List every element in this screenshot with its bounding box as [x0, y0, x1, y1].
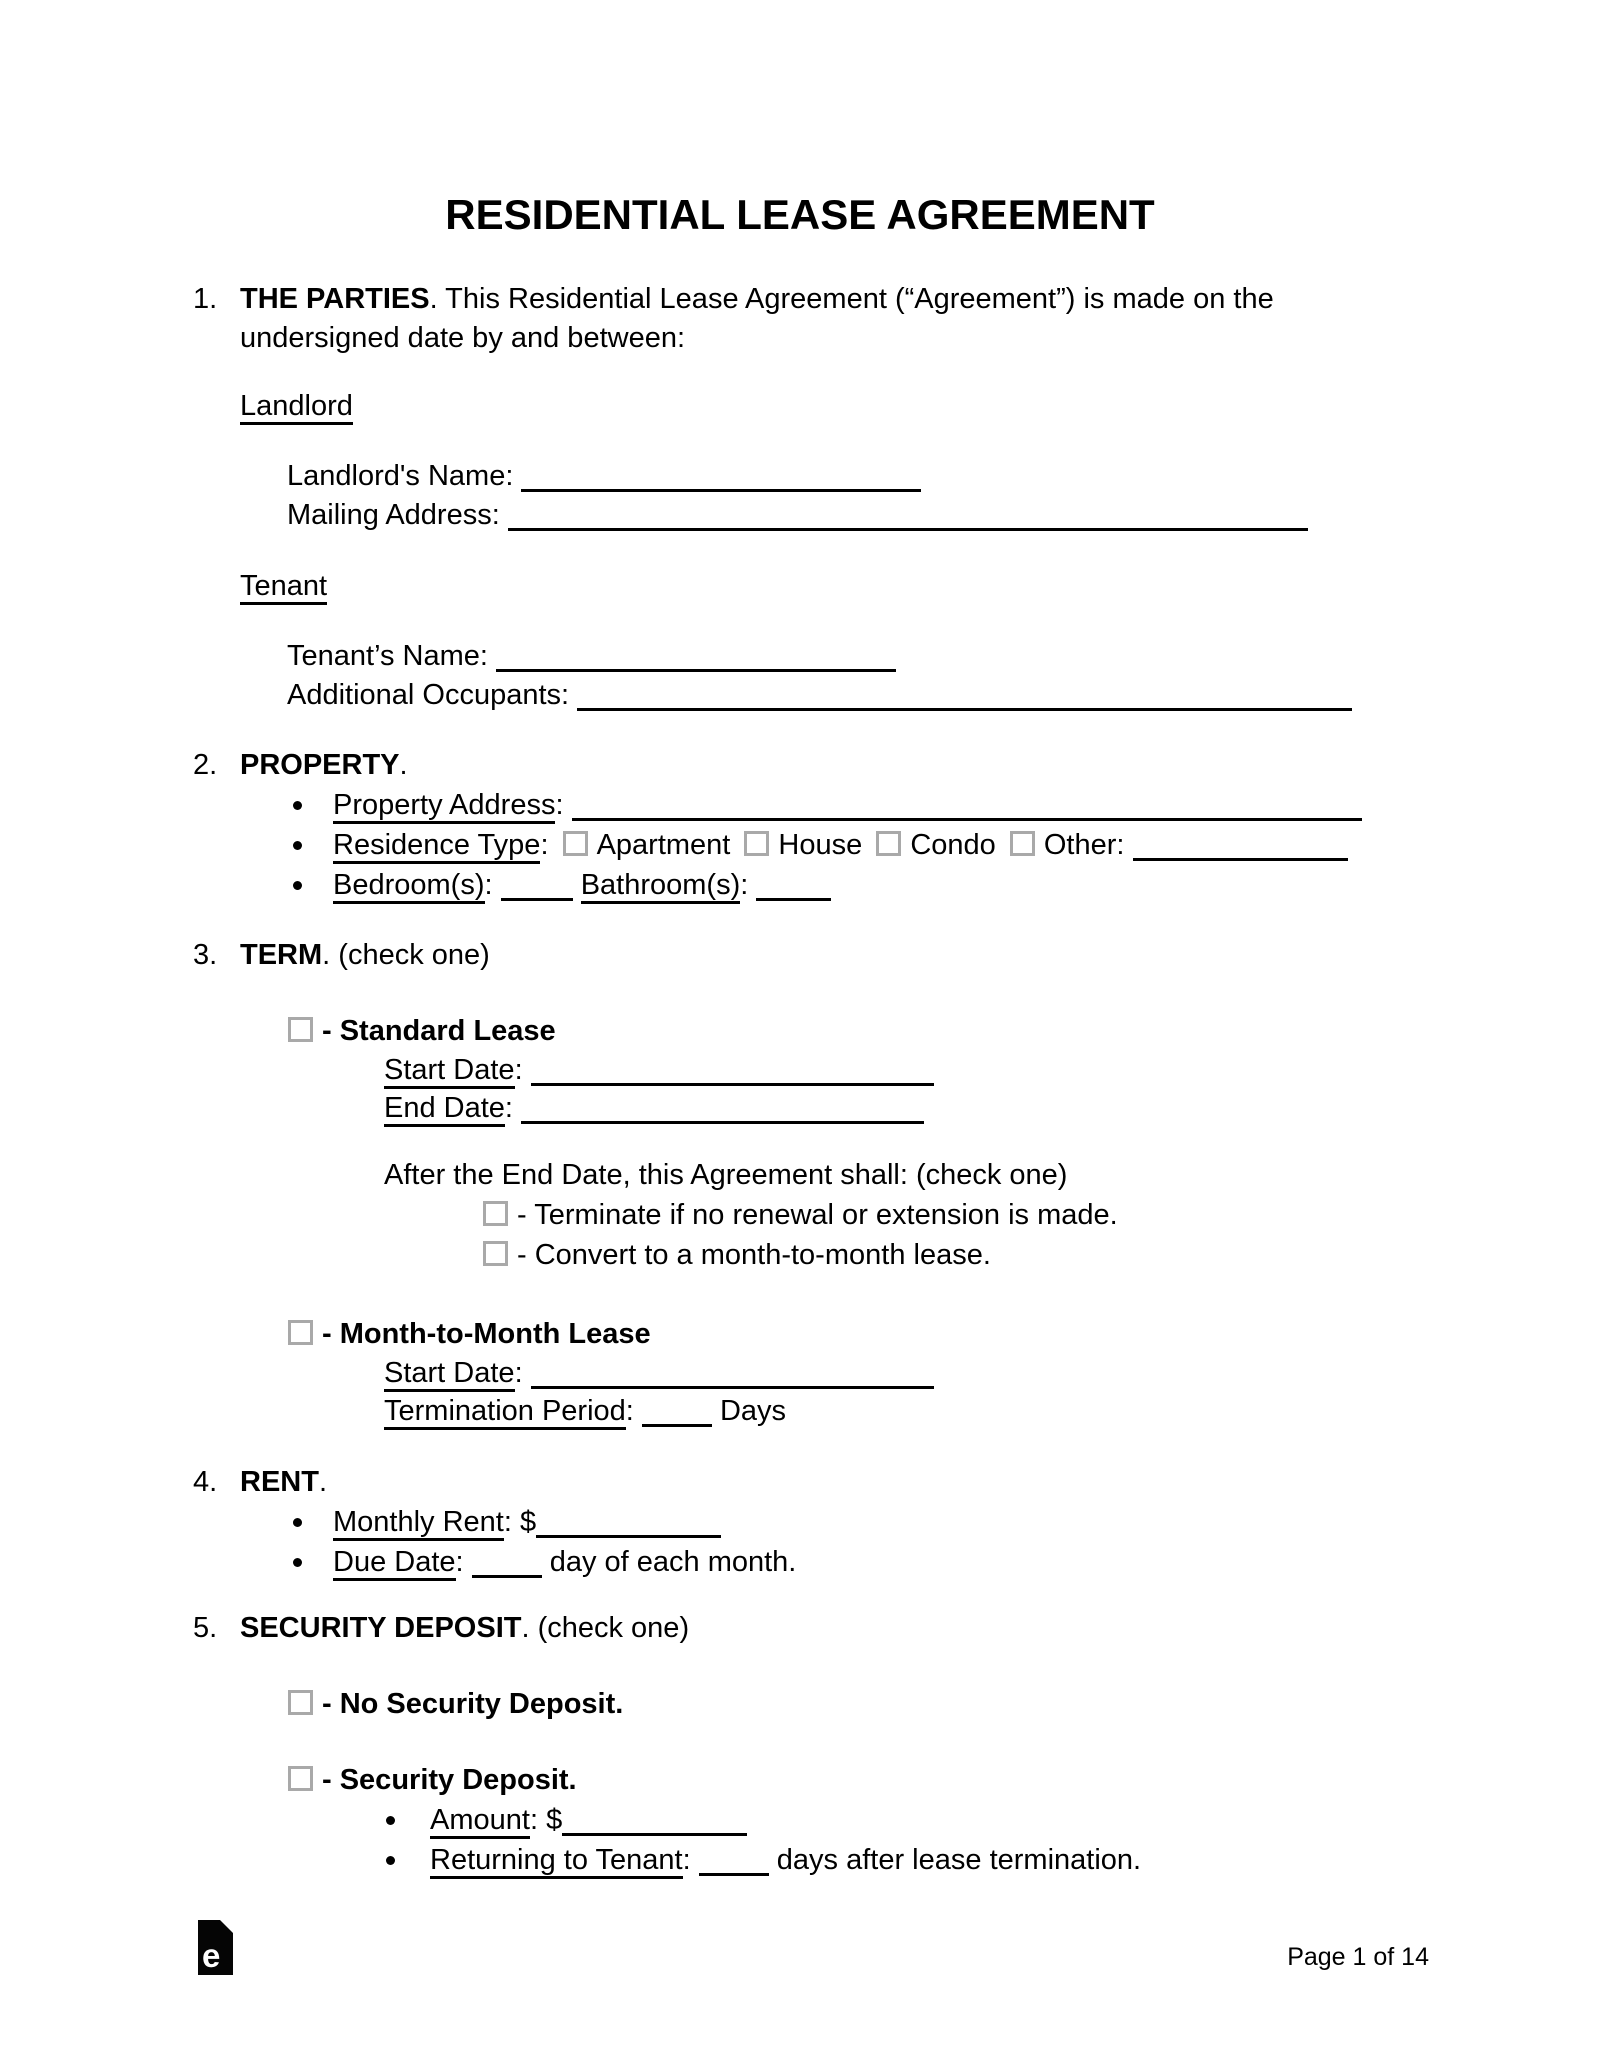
returning-suffix: days after lease termination.	[776, 1844, 1142, 1876]
colon: :	[503, 1506, 512, 1538]
monthly-rent-label: Monthly Rent	[333, 1506, 504, 1541]
section-number: 1.	[193, 283, 218, 315]
colon: :	[504, 1092, 513, 1124]
additional-occupants-row	[287, 676, 1600, 715]
month-to-month-fields	[0, 1354, 1600, 1430]
renewal-options	[0, 1195, 1600, 1275]
condo-checkbox[interactable]	[876, 831, 901, 856]
amount-label: Amount	[430, 1804, 530, 1839]
amount-blank[interactable]	[562, 1833, 747, 1836]
section-security-heading: SECURITY DEPOSIT	[240, 1612, 522, 1644]
termination-period-row	[384, 1392, 1600, 1430]
convert-option-row	[483, 1235, 1600, 1275]
m2m-start-date-row	[384, 1354, 1600, 1392]
colon: :	[682, 1844, 691, 1876]
standard-lease-row	[0, 1012, 1600, 1051]
section-rent	[0, 1463, 1600, 1502]
section-security-heading-rest: . (check one)	[521, 1612, 690, 1644]
dollar-sign: $	[519, 1506, 537, 1538]
bedrooms-label: Bedroom(s)	[333, 869, 485, 904]
property-address-blank[interactable]	[572, 818, 1362, 821]
due-date-row	[0, 1542, 1600, 1582]
start-date-row	[384, 1051, 1600, 1089]
no-security-deposit-label: - No Security Deposit.	[322, 1688, 624, 1720]
section-number: 4.	[193, 1466, 218, 1498]
section-parties	[0, 280, 1600, 358]
tenant-name-blank[interactable]	[496, 669, 896, 672]
standard-lease-label: - Standard Lease	[322, 1015, 556, 1047]
landlord-name-label: Landlord's Name:	[287, 460, 514, 492]
additional-occupants-blank[interactable]	[577, 708, 1352, 711]
section-property	[0, 746, 1600, 785]
after-end-date-row	[0, 1156, 1600, 1195]
colon: :	[514, 1054, 523, 1086]
mailing-address-blank[interactable]	[508, 528, 1308, 531]
no-security-deposit-checkbox[interactable]	[288, 1690, 313, 1715]
apartment-checkbox[interactable]	[563, 831, 588, 856]
colon: :	[625, 1395, 634, 1427]
standard-lease-checkbox[interactable]	[288, 1017, 313, 1042]
landlord-fields	[0, 457, 1600, 535]
section-rent-heading: RENT	[240, 1466, 319, 1498]
no-security-deposit-row	[0, 1685, 1600, 1724]
amount-row	[0, 1800, 1600, 1840]
security-deposit-label: - Security Deposit.	[322, 1764, 577, 1796]
m2m-start-date-label: Start Date	[384, 1357, 515, 1392]
end-date-row	[384, 1089, 1600, 1127]
security-deposit-row	[0, 1761, 1600, 1800]
other-residence-blank[interactable]	[1133, 858, 1348, 861]
month-to-month-label: - Month-to-Month Lease	[322, 1318, 651, 1350]
returning-blank[interactable]	[699, 1873, 769, 1876]
due-date-blank[interactable]	[472, 1575, 542, 1578]
colon: :	[529, 1804, 539, 1836]
bathrooms-blank[interactable]	[756, 898, 831, 901]
start-date-blank[interactable]	[531, 1083, 934, 1086]
colon: :	[455, 1546, 464, 1578]
folded-corner-icon	[220, 1920, 233, 1933]
colon: :	[555, 789, 564, 821]
section-property-heading-rest: .	[399, 749, 408, 781]
end-date-blank[interactable]	[521, 1121, 924, 1124]
due-date-suffix: day of each month.	[549, 1546, 797, 1578]
bedrooms-blank[interactable]	[501, 898, 573, 901]
tenant-heading-row	[0, 567, 1600, 606]
colon: :	[514, 1357, 523, 1389]
colon: :	[740, 869, 749, 901]
m2m-start-date-blank[interactable]	[531, 1386, 934, 1389]
bullet	[293, 1558, 302, 1567]
condo-option-label: Condo	[910, 829, 996, 861]
dollar-sign: $	[546, 1804, 563, 1836]
tenant-name-row	[287, 637, 1600, 676]
landlord-name-blank[interactable]	[521, 489, 921, 492]
page-number: Page 1 of 14	[1287, 1943, 1429, 1971]
colon: :	[1116, 829, 1125, 861]
convert-checkbox[interactable]	[483, 1241, 508, 1266]
due-date-label: Due Date	[333, 1546, 456, 1581]
standard-lease-fields	[0, 1051, 1600, 1127]
additional-occupants-label: Additional Occupants:	[287, 679, 570, 711]
other-checkbox[interactable]	[1010, 831, 1035, 856]
termination-period-label: Termination Period	[384, 1395, 626, 1430]
bullet	[293, 841, 302, 850]
eforms-logo-letter: e	[202, 1937, 221, 1974]
bullet	[293, 801, 302, 810]
document-title: RESIDENTIAL LEASE AGREEMENT	[445, 191, 1155, 238]
terminate-checkbox[interactable]	[483, 1201, 508, 1226]
section-rent-heading-rest: .	[318, 1466, 328, 1498]
section-number: 2.	[193, 749, 218, 781]
house-option-label: House	[778, 829, 863, 861]
start-date-label: Start Date	[384, 1054, 515, 1089]
eforms-logo	[198, 1920, 233, 1975]
termination-period-blank[interactable]	[642, 1424, 712, 1427]
section-term-heading: TERM	[240, 939, 323, 971]
bedrooms-bathrooms-row	[0, 865, 1600, 905]
tenant-name-label: Tenant’s Name:	[287, 640, 488, 672]
landlord-heading-row	[0, 387, 1600, 426]
returning-to-tenant-row	[0, 1840, 1600, 1880]
month-to-month-row	[0, 1315, 1600, 1354]
monthly-rent-row	[0, 1502, 1600, 1542]
property-address-row	[0, 785, 1600, 825]
terminate-option-row	[483, 1195, 1600, 1235]
landlord-name-row	[287, 457, 1600, 496]
house-checkbox[interactable]	[744, 831, 769, 856]
month-to-month-checkbox[interactable]	[288, 1320, 313, 1345]
section-parties-body: . This Residential Lease Agreement (“Agreement”) is made on the	[429, 283, 1274, 315]
tenant-fields	[0, 637, 1600, 715]
bullet	[386, 1856, 395, 1865]
section-property-heading: PROPERTY	[240, 749, 400, 781]
section-term	[0, 936, 1600, 975]
returning-to-tenant-label: Returning to Tenant	[430, 1844, 683, 1879]
bullet	[293, 881, 302, 890]
monthly-rent-blank[interactable]	[536, 1535, 721, 1538]
bullet	[386, 1816, 395, 1825]
bullet	[293, 1518, 302, 1527]
bathrooms-label: Bathroom(s)	[581, 869, 741, 904]
mailing-address-label: Mailing Address:	[287, 499, 500, 531]
section-parties-text	[240, 280, 1600, 358]
section-number: 5.	[193, 1612, 218, 1644]
tenant-heading: Tenant	[240, 570, 327, 605]
end-date-label: End Date	[384, 1092, 505, 1127]
property-address-label: Property Address	[333, 789, 555, 824]
section-parties-heading: THE PARTIES	[240, 283, 430, 315]
section-security-deposit	[0, 1609, 1600, 1648]
days-suffix: Days	[719, 1395, 787, 1427]
section-parties-body-line2: undersigned date by and between:	[240, 322, 686, 354]
apartment-option-label: Apartment	[596, 829, 731, 861]
convert-option-label: - Convert to a month-to-month lease.	[517, 1239, 991, 1271]
colon: :	[540, 829, 549, 861]
colon: :	[484, 869, 493, 901]
section-number: 3.	[193, 939, 218, 971]
section-term-heading-rest: . (check one)	[322, 939, 490, 971]
residence-type-row	[0, 825, 1600, 865]
mailing-address-row	[287, 496, 1600, 535]
security-deposit-fields	[0, 1800, 1600, 1880]
other-option-label: Other	[1043, 829, 1117, 861]
security-deposit-checkbox[interactable]	[288, 1766, 313, 1791]
after-end-date-text: After the End Date, this Agreement shall: (check one)	[384, 1159, 1068, 1191]
landlord-heading: Landlord	[240, 390, 353, 425]
terminate-option-label: - Terminate if no renewal or extension is made.	[517, 1199, 1118, 1231]
residence-type-label: Residence Type	[333, 829, 540, 864]
